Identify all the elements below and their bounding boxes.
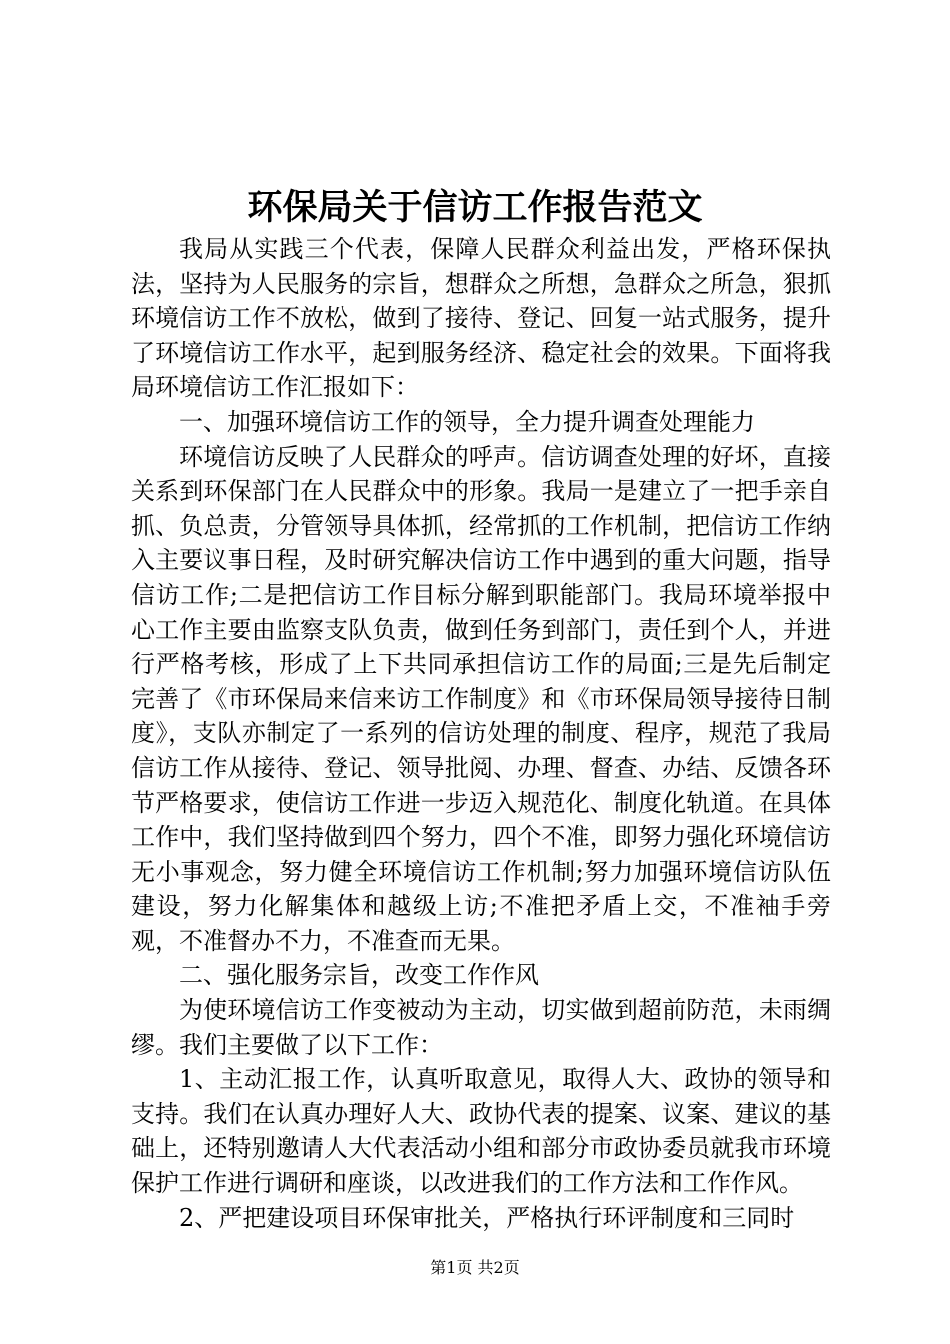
paragraph-intro: 我局从实践三个代表，保障人民群众利益出发，严格环保执法，坚持为人民服务的宗旨，想群众之所想，急群众之所急，狠抓环境信访工作不放松，做到了接待、登记、回复一站式服务，提升了环境信访工作水平，起到服务经济、稳定社会的效果。下面将我局环境信访工作汇报如下： — [131, 235, 831, 402]
paragraph-item-1: 1、主动汇报工作，认真听取意见，取得人大、政协的领导和支持。我们在认真办理好人大、政协代表的提案、议案、建议的基础上，还特别邀请人大代表活动小组和部分市政协委员就我市环境保护工作进行调研和座谈，以改进我们的工作方法和工作作风。 — [131, 1065, 831, 1198]
document-title: 环保局关于信访工作报告范文 — [247, 187, 703, 228]
paragraph-item-2: 2、严把建设项目环保审批关，严格执行环评制度和三同时 — [179, 1203, 795, 1232]
section-heading-2: 二、强化服务宗旨，改变工作作风 — [179, 961, 539, 990]
paragraph-section-1: 环境信访反映了人民群众的呼声。信访调查处理的好坏，直接关系到环保部门在人民群众中的形象。我局一是建立了一把手亲自抓、负总责，分管领导具体抓，经常抓的工作机制，把信访工作纳入主要议事日程，及时研究解决信访工作中遇到的重大问题，指导信访工作;二是把信访工作目标分解到职能部门。我局环境举报中心工作主要由监察支队负责，做到任务到部门，责任到个人，并进行严格考核，形成了上下共同承担信访工作的局面;三是先后制定完善了《市环保局来信来访工作制度》和《市环保局领导接待日制度》，支队亦制定了一系列的信访处理的制度、程序，规范了我局信访工作从接待、登记、领导批阅、办理、督查、办结、反馈各环节严格要求，使信访工作进一步迈入规范化、制度化轨道。在具体工作中，我们坚持做到四个努力，四个不准，即努力强化环境信访无小事观念，努力健全环境信访工作机制;努力加强环境信访队伍建设，努力化解集体和越级上访;不准把矛盾上交，不准袖手旁观，不准督办不力，不准查而无果。 — [131, 442, 831, 955]
document-body — [131, 232, 831, 1235]
paragraph-section-2-intro: 为使环境信访工作变被动为主动，切实做到超前防范，未雨绸缪。我们主要做了以下工作： — [131, 996, 831, 1059]
page-number-footer: 第1页 共2页 — [430, 1258, 520, 1277]
section-heading-1: 一、加强环境信访工作的领导，全力提升调查处理能力 — [179, 407, 755, 436]
